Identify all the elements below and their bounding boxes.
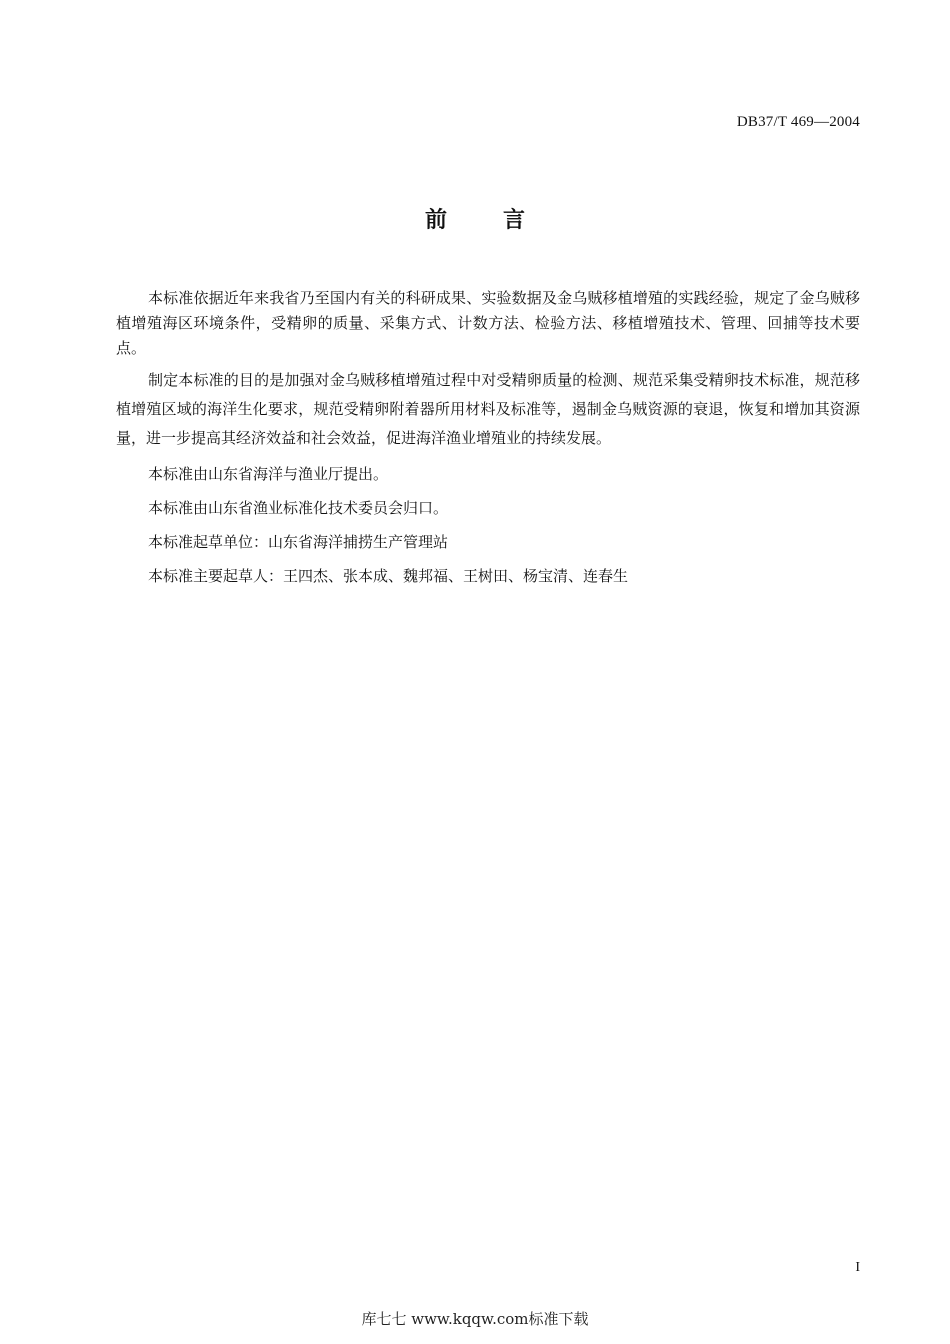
paragraph-basis: 本标准依据近年来我省乃至国内有关的科研成果、实验数据及金乌贼移植增殖的实践经验，规定了金乌贼移植增殖海区环境条件，受精卵的质量、采集方式、计数方法、检验方法、移植增殖技术、管理、回捕等技术要点。 (116, 289, 860, 357)
paragraph-purpose: 制定本标准的目的是加强对金乌贼移植增殖过程中对受精卵质量的检测、规范采集受精卵技术标准，规范移植增殖区域的海洋生化要求，规范受精卵附着器所用材料及标准等，遏制金乌贼资源的衰退，恢复和增加其资源量，进一步提高其经济效益和社会效益，促进海洋渔业增殖业的持续发展。 (116, 371, 860, 447)
paragraph-drafting-unit: 本标准起草单位：山东省海洋捕捞生产管理站 (148, 533, 449, 551)
footer-watermark: 库七七 www.kqqw.com标准下载 (361, 1310, 589, 1328)
paragraph-proposer: 本标准由山东省海洋与渔业厅提出。 (148, 465, 389, 483)
foreword-body (116, 286, 860, 589)
page-number: I (855, 1260, 860, 1275)
document-code: DB37/T 469—2004 (736, 114, 860, 130)
paragraph-committee: 本标准由山东省渔业标准化技术委员会归口。 (148, 499, 449, 517)
paragraph-drafters: 本标准主要起草人：王四杰、张本成、魏邦福、王树田、杨宝清、连春生 (148, 567, 629, 585)
page-title-char-1: 前 (424, 208, 447, 233)
page-title-char-2: 言 (503, 208, 526, 233)
page-title (0, 203, 950, 234)
